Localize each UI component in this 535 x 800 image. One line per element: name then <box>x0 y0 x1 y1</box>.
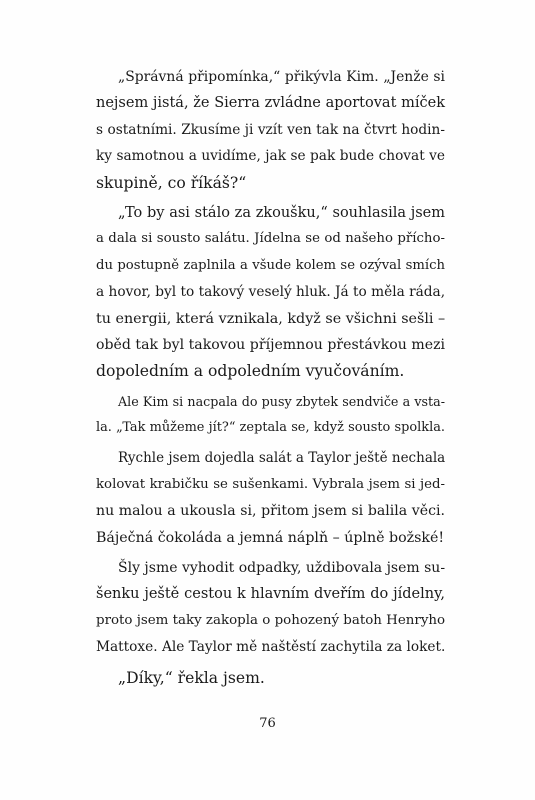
text-line: oběd tak byl takovou příjemnou přestávkou mezi <box>96 336 445 353</box>
text-line: Báječná čokoláda a jemná náplň – úplně božské! <box>96 529 445 546</box>
text-line: s ostatními. Zkusíme ji vzít ven tak na čtvrt hodin- <box>96 121 445 138</box>
text-line: nu malou a ukousla si, přitom jsem si balila věci. <box>96 503 445 520</box>
paragraph <box>96 64 445 196</box>
paragraph <box>96 665 445 691</box>
text-line: proto jsem taky zakopla o pohozený batoh Henryho <box>96 612 446 628</box>
paragraph <box>96 445 445 551</box>
paragraph <box>96 200 445 385</box>
text-line: dopoledním a odpoledním vyučováním. <box>96 362 405 381</box>
text-line: šenku ještě cestou k hlavním dveřím do jídelny, <box>96 586 445 603</box>
paragraph <box>96 389 445 442</box>
text-line: „Díky,“ řekla jsem. <box>118 668 265 687</box>
text-line: Ale Kim si nacpala do pusy zbytek sendviče a vsta- <box>118 393 445 409</box>
text-line: Šly jsme vyhodit odpadky, uždibovala jsem su- <box>118 560 446 577</box>
text-line: „To by asi stálo za zkoušku,“ souhlasila jsem <box>118 204 445 221</box>
text-line: kolovat krabičku se sušenkami. Vybrala jsem si jed- <box>96 476 445 492</box>
text-line: Rychle jsem dojedla salát a Taylor ještě nechala <box>118 450 446 467</box>
text-line: nejsem jistá, že Sierra zvládne aportovat míček <box>96 95 445 112</box>
text-line: Mattoxe. Ale Taylor mě naštěstí zachytila za loket. <box>96 639 446 656</box>
text-line: la. „Tak můžeme jít?“ zeptala se, když sousto spolkla. <box>96 420 445 436</box>
page-number: 76 <box>259 716 276 731</box>
body-text <box>96 64 445 691</box>
text-line: tu energii, která vznikala, když se všichni sešli – <box>96 310 446 327</box>
paragraph <box>96 555 445 661</box>
text-line: du postupně zaplnila a všude kolem se ozýval smích <box>96 257 445 273</box>
text-line: skupině, co říkáš?“ <box>96 173 247 192</box>
text-line: ky samotnou a uvidíme, jak se pak bude chovat ve <box>96 148 445 165</box>
text-line: „Správná připomínka,“ přikývla Kim. „Jenže si <box>118 69 445 85</box>
text-line: a dala si sousto salátu. Jídelna se od našeho přícho- <box>96 231 445 247</box>
text-line: a hovor, byl to takový veselý hluk. Já to měla ráda, <box>96 284 446 301</box>
